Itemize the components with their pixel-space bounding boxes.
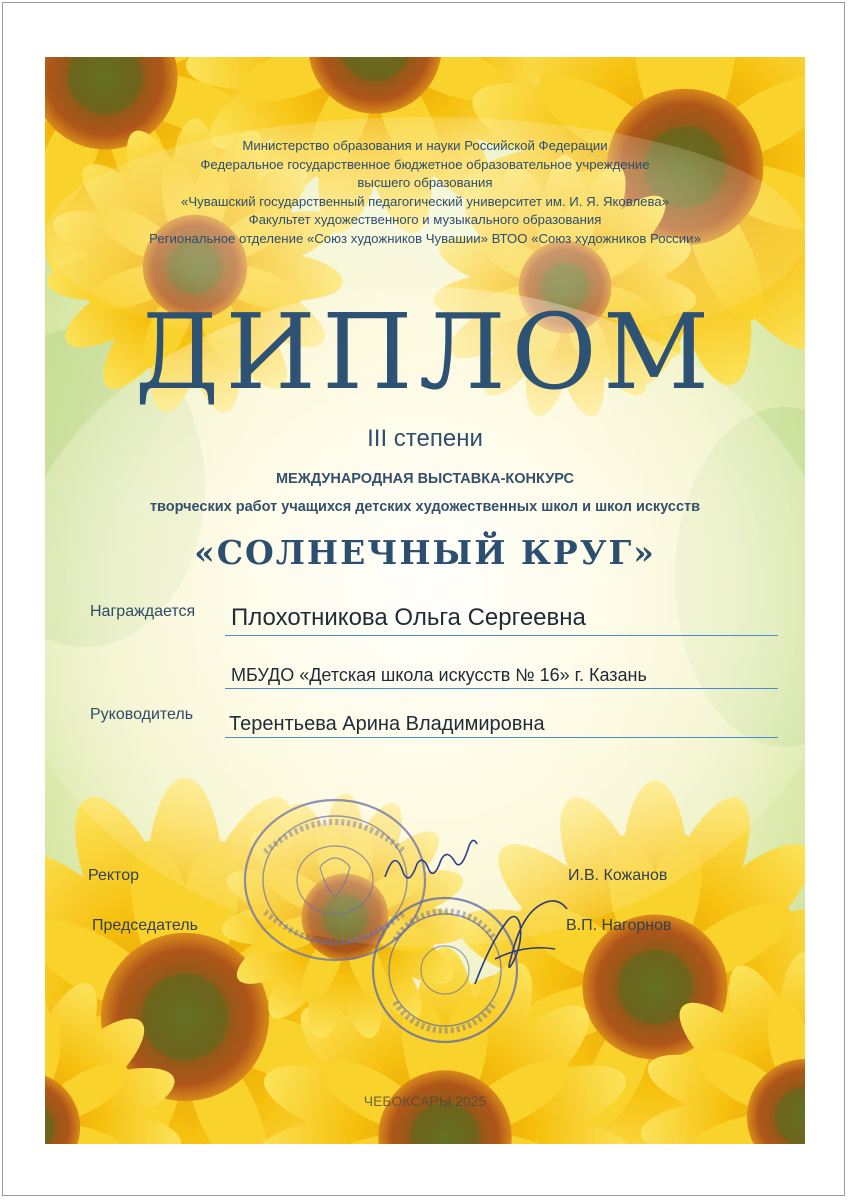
supervisor-label: Руководитель xyxy=(90,706,194,723)
header-line-ministry: Министерство образования и науки Российской Федерации xyxy=(242,138,608,153)
diploma-degree: III степени xyxy=(367,425,483,452)
awardee-name: Плохотникова Ольга Сергеевна xyxy=(231,604,586,631)
header-line-faculty: Факультет художественного и музыкального образования xyxy=(248,212,602,228)
contest-type: МЕЖДУНАРОДНАЯ ВЫСТАВКА-КОНКУРС xyxy=(275,471,575,487)
diploma-sheet xyxy=(45,57,805,1144)
diploma-title: ДИПЛОМ xyxy=(134,291,716,413)
contest-name: «СОЛНЕЧНЫЙ КРУГ» xyxy=(194,533,656,572)
contest-subtitle: творческих работ учащихся детских художественных школ и школ искусств xyxy=(149,499,701,515)
header-line-institution-type: Федеральное государственное бюджетное образовательное учреждение xyxy=(200,156,650,172)
school-underline xyxy=(225,688,778,689)
chairman-name: В.П. Нагорнов xyxy=(566,917,672,934)
school-name: МБУДО «Детская школа искусств № 16» г. Казань xyxy=(231,665,647,685)
rector-label: Ректор xyxy=(88,867,139,884)
organization-header xyxy=(45,137,805,249)
rector-name: И.В. Кожанов xyxy=(568,867,668,884)
city-year: ЧЕБОКСАРЫ 2025 xyxy=(363,1093,487,1109)
awarded-label: Награждается xyxy=(90,603,196,620)
header-line-university: «Чувашский государственный педагогический университет им. И. Я. Яковлева» xyxy=(181,193,669,209)
awardee-underline xyxy=(225,635,778,636)
rector-signature xyxy=(380,837,490,897)
text-layer xyxy=(45,57,805,1144)
chairman-label: Председатель xyxy=(92,917,198,934)
supervisor-name: Терентьева Арина Владимировна xyxy=(229,713,545,735)
header-line-union: Региональное отделение «Союз художников Чувашии» ВТОО «Союз художников России» xyxy=(149,230,701,246)
supervisor-underline xyxy=(225,737,778,738)
header-line-education-level: высшего образования xyxy=(357,175,493,191)
chairman-signature xyxy=(465,889,575,999)
